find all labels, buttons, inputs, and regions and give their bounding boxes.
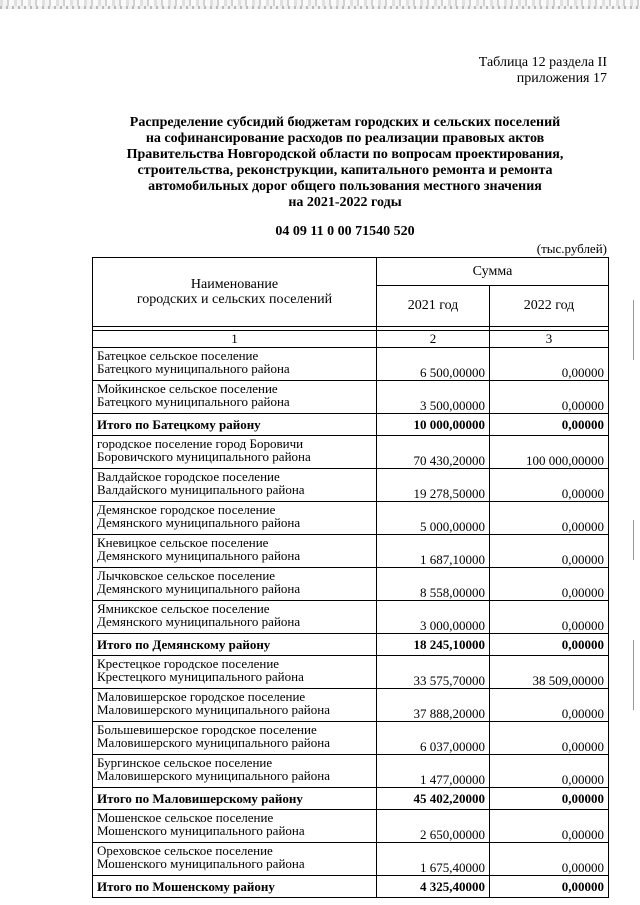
scan-edge-artifact [0, 0, 640, 9]
amount-2022: 0,00000 [490, 843, 609, 876]
settlement-name [93, 535, 377, 568]
reference-line: приложения 17 [516, 71, 607, 86]
scan-side-mark [633, 640, 634, 710]
amount-2021: 5 000,00000 [377, 502, 490, 535]
amount-2022: 38 509,00000 [490, 656, 609, 689]
amount-2021: 10 000,00000 [377, 414, 490, 436]
settlement-line: Бургинское сельское поселение [97, 755, 273, 770]
table-row [93, 810, 609, 843]
table-row [93, 502, 609, 535]
amount-2022: 100 000,00000 [490, 436, 609, 469]
amount-2021: 33 575,70000 [377, 656, 490, 689]
settlement-name [93, 843, 377, 876]
amount-2022: 0,00000 [490, 381, 609, 414]
settlement-name [93, 348, 377, 381]
total-label: Итого по Маловишерскому району [93, 788, 377, 810]
amount-2022: 0,00000 [490, 788, 609, 810]
amount-2022: 0,00000 [490, 469, 609, 502]
amount-2022: 0,00000 [490, 689, 609, 722]
amount-2021: 1 675,40000 [377, 843, 490, 876]
table-row [93, 843, 609, 876]
table-row [93, 689, 609, 722]
amount-2022: 0,00000 [490, 535, 609, 568]
amount-2022: 0,00000 [490, 601, 609, 634]
settlement-name [93, 601, 377, 634]
amount-2022: 0,00000 [490, 810, 609, 843]
amount-2022: 0,00000 [490, 348, 609, 381]
amount-2022: 0,00000 [490, 634, 609, 656]
amount-2022: 0,00000 [490, 722, 609, 755]
amount-2021: 6 500,00000 [377, 348, 490, 381]
settlement-name [93, 755, 377, 788]
column-number-row [93, 331, 609, 348]
settlement-line: Мойкинское сельское поселение [97, 381, 278, 396]
amount-2021: 8 558,00000 [377, 568, 490, 601]
table-row [93, 348, 609, 381]
district-line: Маловишерского муниципального района [97, 735, 330, 750]
title-line: на 2021-2022 годы [288, 195, 402, 210]
amount-2021: 6 037,00000 [377, 722, 490, 755]
district-line: Батецкого муниципального района [97, 394, 290, 409]
column-number: 1 [93, 331, 377, 348]
total-row [93, 876, 609, 898]
total-row [93, 634, 609, 656]
settlement-line: городское поселение город Боровичи [97, 436, 304, 451]
title-line: Правительства Новгородской области по вопросам проектирования, [126, 147, 564, 162]
table-row [93, 469, 609, 502]
amount-2021: 37 888,20000 [377, 689, 490, 722]
amount-2022: 0,00000 [490, 568, 609, 601]
document-title [80, 115, 610, 211]
column-header-sum: Сумма [377, 258, 609, 286]
settlement-name [93, 689, 377, 722]
column-header-name: Наименование городских и сельских поселений [93, 258, 377, 327]
settlement-name [93, 436, 377, 469]
scan-side-mark [633, 520, 634, 560]
settlement-line: Крестецкое городское поселение [97, 656, 280, 671]
reference-line: Таблица 12 раздела II [478, 55, 607, 70]
amount-2021: 18 245,10000 [377, 634, 490, 656]
settlement-line: Большевишерское городское поселение [97, 722, 317, 737]
amount-2022: 0,00000 [490, 755, 609, 788]
settlement-name [93, 810, 377, 843]
district-line: Батецкого муниципального района [97, 361, 290, 376]
total-label: Итого по Батецкому району [93, 414, 377, 436]
settlement-name [93, 469, 377, 502]
settlement-name [93, 502, 377, 535]
district-line: Демянского муниципального района [97, 548, 301, 563]
scan-side-mark [633, 300, 634, 360]
amount-2021: 19 278,50000 [377, 469, 490, 502]
table-row [93, 436, 609, 469]
total-row [93, 414, 609, 436]
amount-2021: 2 650,00000 [377, 810, 490, 843]
district-line: Демянского муниципального района [97, 515, 301, 530]
settlement-name [93, 656, 377, 689]
district-line: Крестецкого муниципального района [97, 669, 304, 684]
table-row [93, 535, 609, 568]
total-label: Итого по Мошенскому району [93, 876, 377, 898]
settlement-line: Валдайское городское поселение [97, 469, 280, 484]
table-row [93, 568, 609, 601]
table-row [93, 755, 609, 788]
district-line: Маловишерского муниципального района [97, 702, 330, 717]
settlement-name [93, 568, 377, 601]
amount-2021: 70 430,20000 [377, 436, 490, 469]
amount-2021: 1 477,00000 [377, 755, 490, 788]
column-header-2022: 2022 год [490, 286, 609, 327]
amount-2022: 0,00000 [490, 876, 609, 898]
table-row [93, 656, 609, 689]
table-row [93, 722, 609, 755]
district-line: Мошенского муниципального района [97, 856, 305, 871]
column-number: 2 [377, 331, 490, 348]
column-header-2021: 2021 год [377, 286, 490, 327]
amount-2022: 0,00000 [490, 414, 609, 436]
table-reference [479, 55, 607, 87]
subsidy-table [92, 257, 609, 898]
settlement-line: Мошенское сельское поселение [97, 810, 274, 825]
settlement-line: Ореховское сельское поселение [97, 843, 273, 858]
total-label: Итого по Демянскому району [93, 634, 377, 656]
title-line: автомобильных дорог общего пользования местного значения [148, 179, 542, 194]
settlement-line: Маловишерское городское поселение [97, 689, 306, 704]
amount-2021: 45 402,20000 [377, 788, 490, 810]
title-line: строительства, реконструкции, капитального ремонта и ремонта [137, 163, 553, 178]
settlement-line: Демянское городское поселение [97, 502, 276, 517]
district-line: Боровичского муниципального района [97, 449, 311, 464]
column-number: 3 [490, 331, 609, 348]
district-line: Маловишерского муниципального района [97, 768, 330, 783]
budget-classification-code: 04 09 11 0 00 71540 520 [275, 224, 415, 239]
amount-2021: 3 000,00000 [377, 601, 490, 634]
title-line: Распределение субсидий бюджетам городских и сельских поселений [129, 115, 561, 130]
amount-2021: 4 325,40000 [377, 876, 490, 898]
unit-label: (тыс.рублей) [536, 241, 607, 256]
table-row [93, 381, 609, 414]
settlement-line: Батецкое сельское поселение [97, 348, 259, 363]
settlement-name [93, 722, 377, 755]
settlement-line: Лычковское сельское поселение [97, 568, 276, 583]
settlement-name [93, 381, 377, 414]
amount-2021: 1 687,10000 [377, 535, 490, 568]
district-line: Валдайского муниципального района [97, 482, 305, 497]
district-line: Демянского муниципального района [97, 614, 301, 629]
settlement-line: Ямникское сельское поселение [97, 601, 270, 616]
amount-2021: 3 500,00000 [377, 381, 490, 414]
district-line: Мошенского муниципального района [97, 823, 305, 838]
amount-2022: 0,00000 [490, 502, 609, 535]
district-line: Демянского муниципального района [97, 581, 301, 596]
settlement-line: Кневицкое сельское поселение [97, 535, 269, 550]
table-row [93, 601, 609, 634]
title-line: на софинансирование расходов по реализации правовых актов [145, 131, 545, 146]
total-row [93, 788, 609, 810]
